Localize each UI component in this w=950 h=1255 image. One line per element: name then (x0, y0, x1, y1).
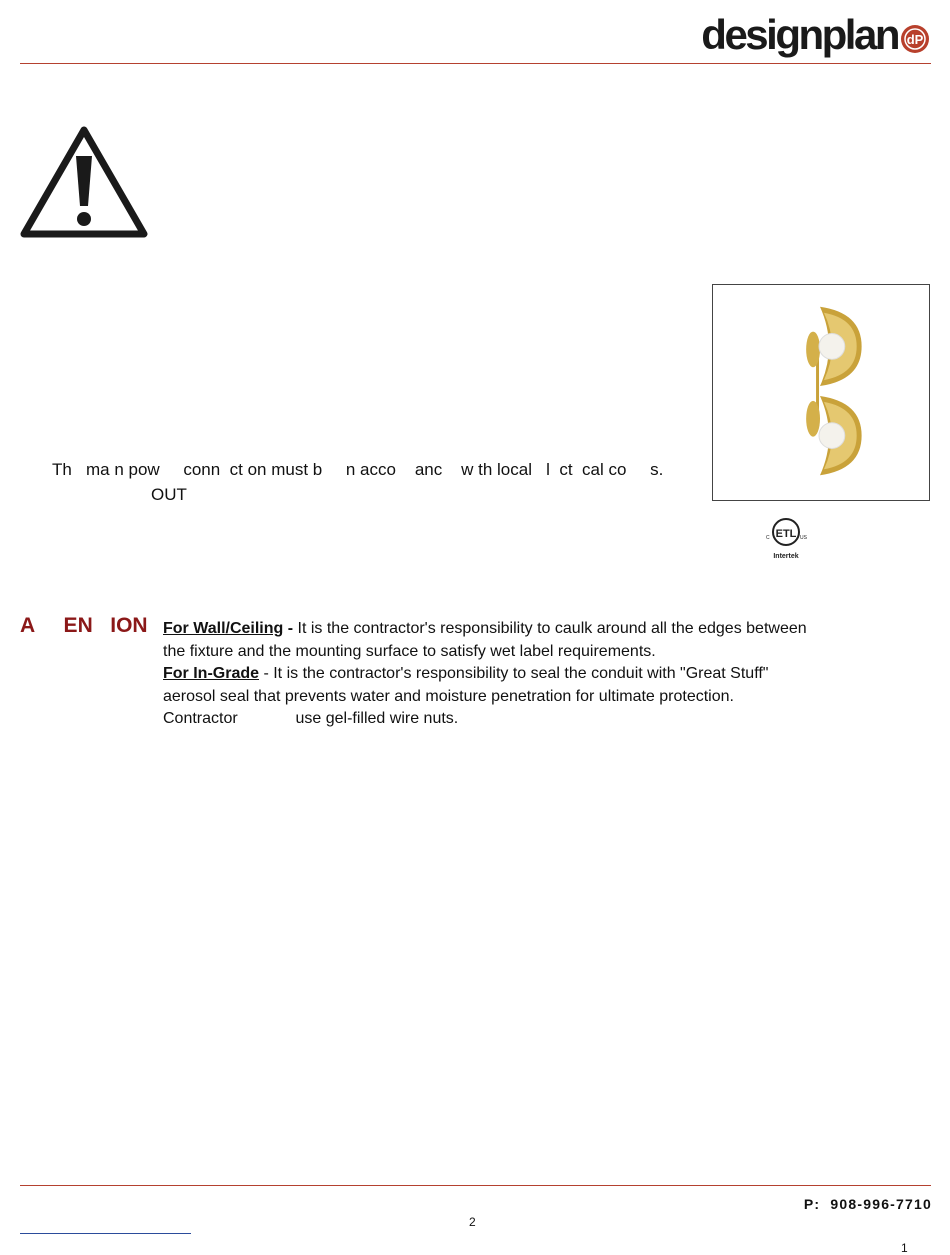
power-connection-instruction: Th ma n pow conn ct on must b n acco anc w th local l ct cal co s. (52, 460, 664, 479)
etl-intertek-mark-icon (764, 516, 808, 562)
warning-triangle-icon (18, 124, 150, 242)
website-link-underline[interactable] (20, 1233, 191, 1234)
in-grade-text2: aerosol seal that prevents water and moisture penetration for ultimate protection. (163, 687, 734, 705)
in-grade-text1: - It is the contractor's responsibility to seal the conduit with "Great Stuff" (259, 665, 769, 682)
attention-heading: A EN ION (20, 614, 148, 637)
svg-text:Intertek: Intertek (773, 553, 799, 560)
header-divider (20, 63, 931, 64)
logo-badge-icon (900, 24, 930, 54)
page-number: 2 (469, 1215, 476, 1229)
in-grade-label: For In-Grade (163, 665, 260, 682)
svg-text:US: US (800, 535, 807, 541)
page-number-corner: 1 (901, 1241, 908, 1255)
logo-wordmark: designplan (701, 11, 898, 58)
wall-ceiling-text1: It is the contractor's responsibility to caulk around all the edges between (297, 620, 807, 637)
wall-ceiling-line1 (163, 618, 903, 641)
power-instruction-continued: OUT (151, 485, 187, 504)
svg-text:dP: dP (906, 32, 924, 47)
product-image (712, 284, 930, 501)
footer-divider (20, 1185, 931, 1186)
attention-body (163, 618, 903, 731)
contractor-note: Contractor use gel-filled wire nuts. (163, 710, 459, 727)
wall-ceiling-label: For Wall/Ceiling (163, 620, 284, 637)
sconce-illustration (713, 285, 929, 500)
svg-text:ETL: ETL (775, 528, 797, 540)
wall-ceiling-text2: the fixture and the mounting surface to satisfy wet label requirements. (163, 642, 656, 660)
in-grade-line1 (163, 663, 903, 686)
wall-sep: - (283, 620, 298, 637)
svg-text:C: C (766, 535, 770, 541)
designplan-logo (701, 11, 930, 58)
phone-number: P: 908-996-7710 (803, 1196, 932, 1212)
